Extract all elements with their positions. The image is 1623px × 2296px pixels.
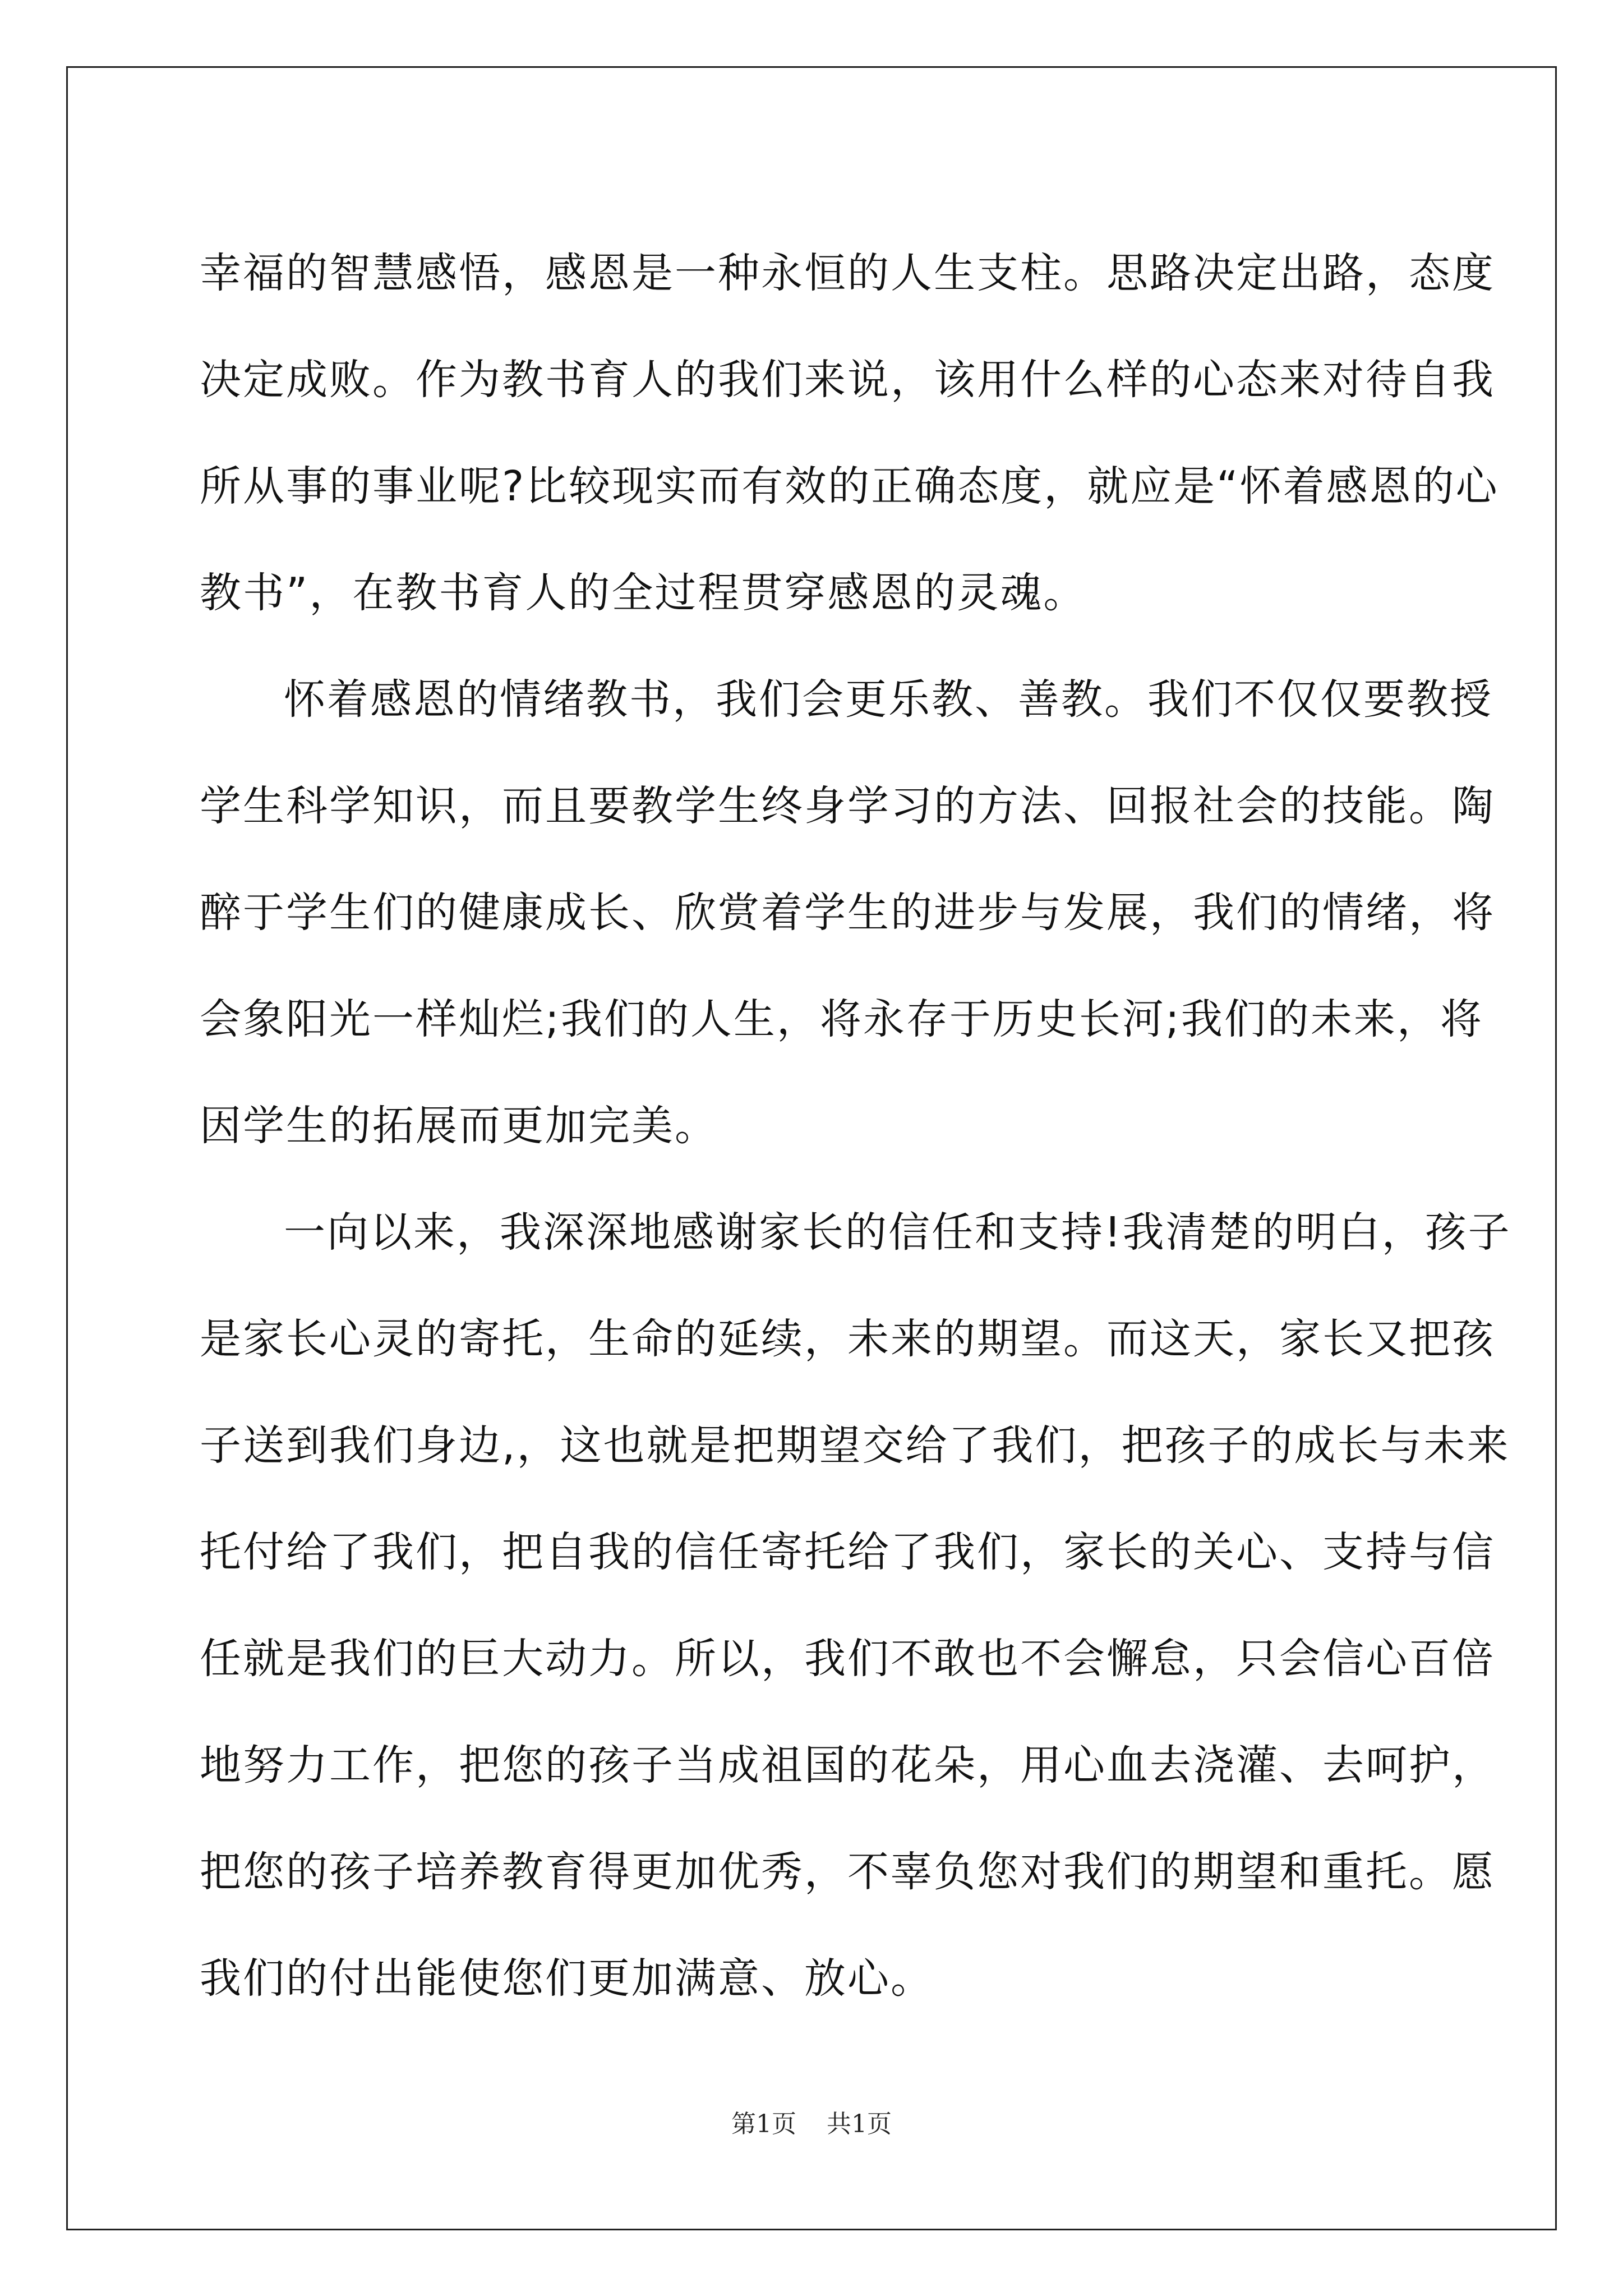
text-line: 托付给了我们，把自我的信任寄托给了我们，家长的关心、支持与信 xyxy=(200,1528,1495,1576)
page-number: 第1页 xyxy=(731,2110,796,2138)
page-footer xyxy=(0,2104,1623,2139)
document-body xyxy=(200,220,1511,2032)
text-line: 醉于学生们的健康成长、欣赏着学生的进步与发展，我们的情绪，将 xyxy=(200,889,1495,937)
text-line: 学生科学知识，而且要教学生终身学习的方法、回报社会的技能。陶 xyxy=(200,782,1495,830)
text-line: 教书”，在教书育人的全过程贯穿感恩的灵魂。 xyxy=(200,569,1087,617)
text-line: 决定成败。作为教书育人的我们来说，该用什么样的心态来对待自我 xyxy=(200,356,1495,404)
paragraph-1 xyxy=(200,220,1499,646)
text-line: 把您的孩子培养教育得更加优秀，不辜负您对我们的期望和重托。愿 xyxy=(200,1848,1495,1896)
paragraph-2 xyxy=(200,646,1495,1179)
text-line: 所从事的事业呢?比较现实而有效的正确态度，就应是“怀着感恩的心 xyxy=(200,462,1499,510)
page-count: 共1页 xyxy=(827,2110,892,2138)
text-line: 一向以来，我深深地感谢家长的信任和支持!我清楚的明白，孩子 xyxy=(284,1208,1511,1257)
text-line: 是家长心灵的寄托，生命的延续，未来的期望。而这天，家长又把孩 xyxy=(200,1315,1495,1363)
text-line: 任就是我们的巨大动力。所以，我们不敢也不会懈怠，只会信心百倍 xyxy=(200,1635,1495,1683)
text-line: 因学生的拓展而更加完美。 xyxy=(200,1102,718,1150)
text-line: 地努力工作，把您的孩子当成祖国的花朵，用心血去浇灌、去呵护， xyxy=(200,1741,1495,1789)
text-line: 会象阳光一样灿烂;我们的人生，将永存于历史长河;我们的未来，将 xyxy=(200,995,1483,1043)
text-line: 子送到我们身边,，这也就是把期望交给了我们，把孩子的成长与未来 xyxy=(200,1421,1510,1470)
text-line: 幸福的智慧感悟，感恩是一种永恒的人生支柱。思路决定出路，态度 xyxy=(200,249,1495,297)
text-line: 怀着感恩的情绪教书，我们会更乐教、善教。我们不仅仅要教授 xyxy=(284,675,1493,724)
paragraph-3 xyxy=(200,1179,1511,2032)
text-line: 我们的付出能使您们更加满意、放心。 xyxy=(200,1954,934,2003)
